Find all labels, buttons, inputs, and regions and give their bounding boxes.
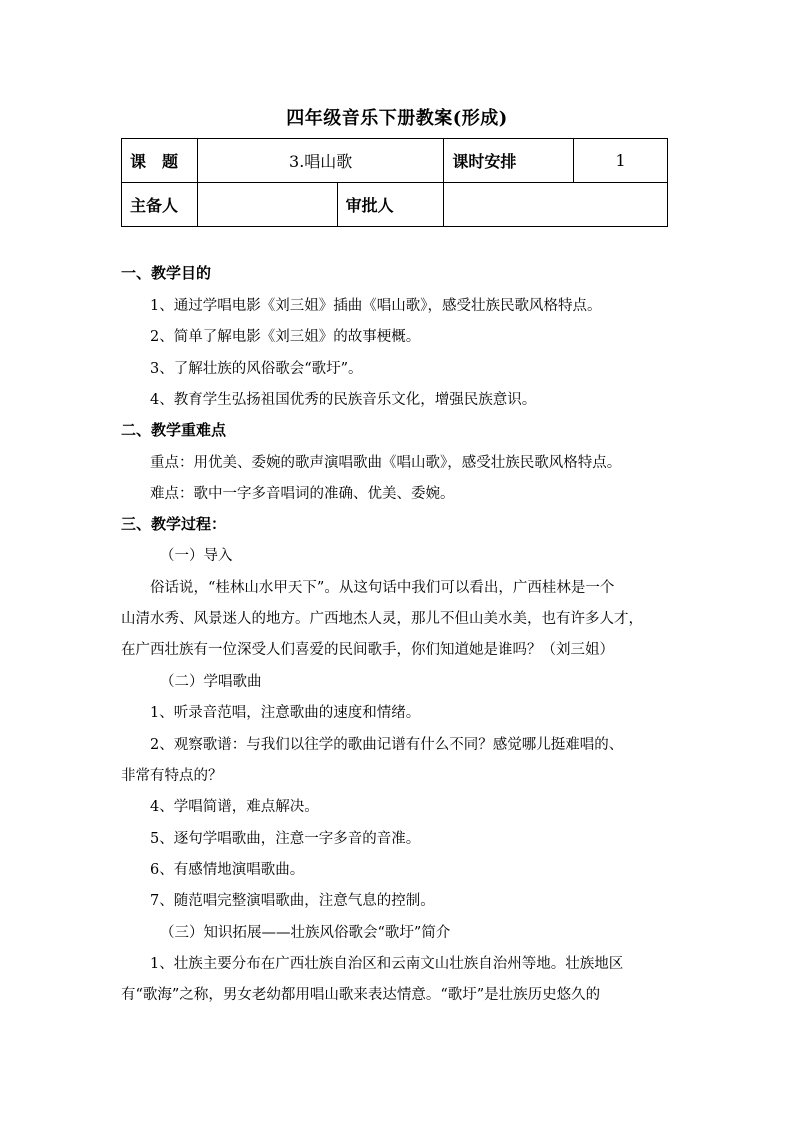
hours-value: 1 <box>574 139 668 183</box>
approver-value <box>444 183 668 227</box>
paragraph-line: 1、壮族主要分布在广西壮族自治区和云南文山壮族自治州等地。壮族地区 <box>150 956 624 972</box>
table-row <box>122 139 668 183</box>
list-item: 2、观察歌谱：与我们以往学的歌曲记谱有什么不同？感觉哪儿挺难唱的、 <box>150 737 624 753</box>
list-item: 6、有感情地演唱歌曲。 <box>150 862 305 878</box>
list-item-continuation: 非常有特点的？ <box>121 768 223 784</box>
table-row <box>122 183 668 227</box>
list-item: 3、了解壮族的风俗歌会“歌圩”。 <box>150 361 363 377</box>
paragraph-line: 在广西壮族有一位深受人们喜爱的民间歌手，你们知道她是谁吗？（刘三姐） <box>121 642 614 658</box>
approver-label: 审批人 <box>337 183 444 227</box>
lesson-info-table <box>121 138 668 227</box>
list-item: 5、逐句学唱歌曲，注意一字多音的音准。 <box>150 831 421 847</box>
topic-label: 课 题 <box>122 139 198 183</box>
section-heading: 一、教学目的 <box>121 264 212 282</box>
section-heading: 二、教学重难点 <box>121 421 227 439</box>
list-item: 1、通过学唱电影《刘三姐》插曲《唱山歌》，感受壮族民歌风格特点。 <box>150 298 602 314</box>
subsection-heading: （二）学唱歌曲 <box>160 674 262 690</box>
topic-value: 3.唱山歌 <box>197 139 443 183</box>
subsection-heading: （三）知识拓展——壮族风俗歌会“歌圩”简介 <box>160 925 451 941</box>
subsection-heading: （一）导入 <box>160 548 233 564</box>
list-item: 重点：用优美、委婉的歌声演唱歌曲《唱山歌》，感受壮族民歌风格特点。 <box>150 455 622 471</box>
preparer-value <box>197 183 337 227</box>
paragraph-line: 山清水秀、风景迷人的地方。广西地杰人灵，那儿不但山美水美，也有许多人才， <box>121 611 643 627</box>
section-heading: 三、教学过程： <box>121 515 227 533</box>
list-item: 1、听录音范唱，注意歌曲的速度和情绪。 <box>150 705 421 721</box>
list-item: 难点：歌中一字多音唱词的准确、优美、委婉。 <box>150 486 455 502</box>
paragraph-line: 有“歌海”之称，男女老幼都用唱山歌来表达情意。“歌圩”是壮族历史悠久的 <box>121 987 601 1003</box>
list-item: 4、教育学生弘扬祖国优秀的民族音乐文化，增强民族意识。 <box>150 392 537 408</box>
list-item: 4、学唱简谱，难点解决。 <box>150 799 319 815</box>
page-title: 四年级音乐下册教案(形成) <box>286 108 508 129</box>
preparer-label: 主备人 <box>122 183 198 227</box>
hours-label: 课时安排 <box>444 139 574 183</box>
list-item: 7、随范唱完整演唱歌曲，注意气息的控制。 <box>150 893 435 909</box>
list-item: 2、简单了解电影《刘三姐》的故事梗概。 <box>150 329 421 345</box>
paragraph-line: 俗话说，“桂林山水甲天下”。从这句话中我们可以看出，广西桂林是一个 <box>150 580 615 596</box>
